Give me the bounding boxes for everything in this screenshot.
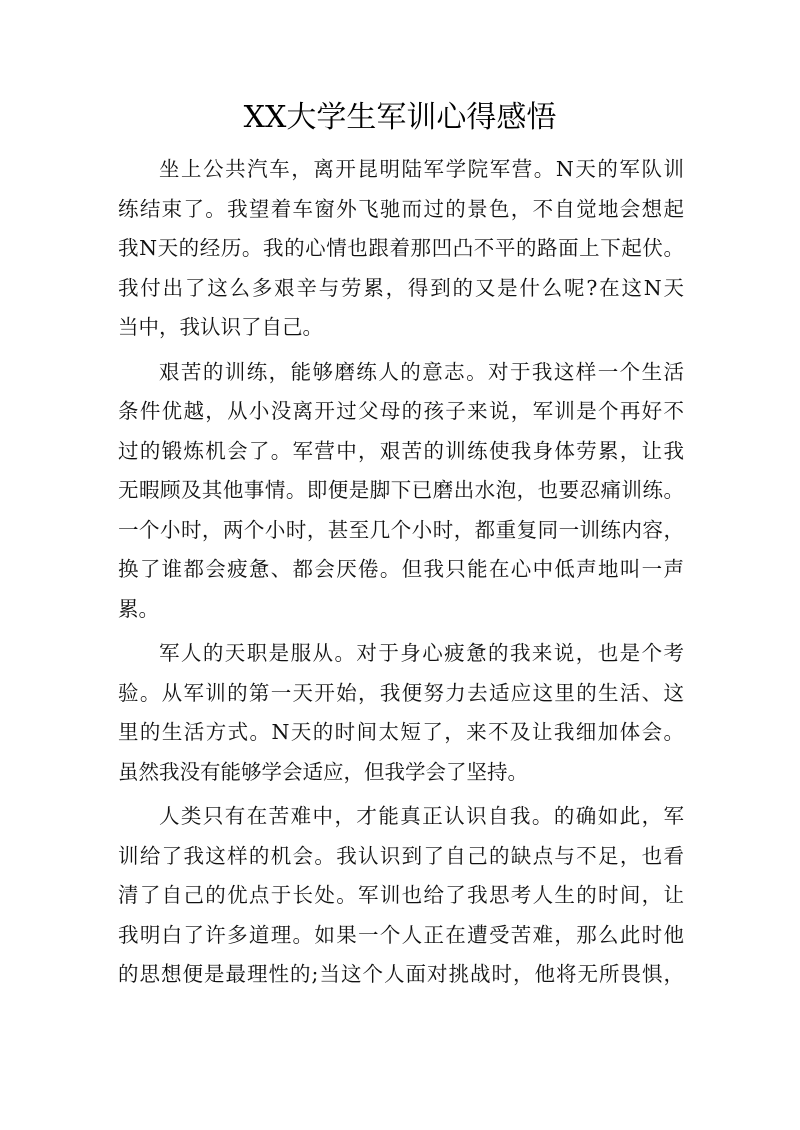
document-title: XX大学生军训心得感悟 <box>243 100 557 135</box>
text-line: 条件优越，从小没离开过父母的孩子来说，军训是个再好不 <box>118 399 684 423</box>
text-line: 我明白了许多道理。如果一个人正在遭受苦难，那么此时他 <box>118 922 684 947</box>
text-line: 人类只有在苦难中，才能真正认识自我。的确如此，军 <box>159 804 684 828</box>
text-line: 训给了我这样的机会。我认识到了自己的缺点与不足，也看 <box>118 843 684 868</box>
text-line: 换了谁都会疲惫、都会厌倦。但我只能在心中低声地叫一声 <box>118 557 684 581</box>
text-line: 我N天的经历。我的心情也跟着那凹凸不平的路面上下起伏。 <box>118 236 684 260</box>
text-line: 军人的天职是服从。对于身心疲惫的我来说，也是个考 <box>159 641 684 665</box>
text-line: 练结束了。我望着车窗外飞驰而过的景色，不自觉地会想起 <box>118 196 684 221</box>
paragraph-1 <box>118 150 684 348</box>
text-line: 累。 <box>118 596 159 621</box>
text-line: 无暇顾及其他事情。即便是脚下已磨出水泡，也要忍痛训练。 <box>118 478 684 502</box>
text-line: 虽然我没有能够学会适应，但我学会了坚持。 <box>118 759 528 784</box>
paragraph-2 <box>118 353 684 630</box>
text-line: 清了自己的优点于长处。军训也给了我思考人生的时间，让 <box>118 883 684 907</box>
paragraph-4 <box>118 797 684 995</box>
paragraph-3 <box>118 634 684 792</box>
text-line: 当中，我认识了自己。 <box>118 315 323 339</box>
text-line: 过的锻炼机会了。军营中，艰苦的训练使我身体劳累，让我 <box>118 438 684 463</box>
text-line: 里的生活方式。N天的时间太短了，来不及让我细加体会。 <box>118 720 684 744</box>
text-line: 我付出了这么多艰辛与劳累，得到的又是什么呢?在这N天 <box>118 275 684 300</box>
document-body <box>118 150 684 1000</box>
text-line: 一个小时，两个小时，甚至几个小时，都重复同一训练内容， <box>118 517 684 542</box>
text-line: 坐上公共汽车，离开昆明陆军学院军营。N天的军队训 <box>159 157 684 181</box>
text-line: 验。从军训的第一天开始，我便努力去适应这里的生活、这 <box>118 680 684 705</box>
text-line: 艰苦的训练，能够磨练人的意志。对于我这样一个生活 <box>159 359 684 384</box>
text-line: 的思想便是最理性的;当这个人面对挑战时，他将无所畏惧， <box>118 962 684 986</box>
